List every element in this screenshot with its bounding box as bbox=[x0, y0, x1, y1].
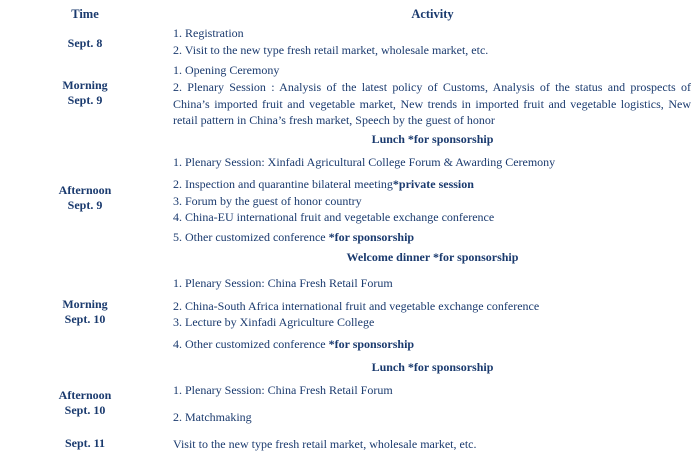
time-period: Morning bbox=[62, 297, 108, 311]
lunch-sponsorship-row: Lunch *for sponsorship bbox=[371, 132, 494, 146]
activity-text: 2. Inspection and quarantine bilateral meeting bbox=[173, 177, 393, 191]
time-period: Afternoon bbox=[58, 183, 112, 197]
activity-item: 2. Matchmaking bbox=[173, 410, 252, 424]
activity-item-plenary-session: 2. Plenary Session : Analysis of the latest policy of Customs, Analysis of the status and prospects of China’s imported fruit and vegetable market, New trends in imported fruit and vegetable logistics, New retail pattern in China’s fresh market, Speech by the guest of honor bbox=[173, 80, 691, 127]
activity-item bbox=[173, 176, 691, 192]
activity-text: 5. Other customized conference bbox=[173, 230, 329, 244]
activity-item: 3. Forum by the guest of honor country bbox=[173, 194, 362, 208]
activity-item bbox=[173, 229, 691, 245]
time-sept-10-afternoon bbox=[30, 388, 140, 418]
activity-item: 2. China-South Africa international fruit and vegetable exchange conference bbox=[173, 299, 540, 313]
time-sept-9-morning bbox=[30, 78, 140, 108]
activity-item: 3. Lecture by Xinfadi Agriculture College bbox=[173, 315, 375, 329]
activity-item bbox=[173, 336, 691, 352]
time-date: Sept. 9 bbox=[67, 93, 103, 107]
time-sept-9-afternoon bbox=[30, 183, 140, 213]
activity-item: 1. Plenary Session: Xinfadi Agricultural College Forum & Awarding Ceremony bbox=[173, 155, 556, 169]
time-sept-8 bbox=[30, 36, 140, 51]
activity-text: 4. Other customized conference bbox=[173, 337, 329, 351]
time-label: Sept. 11 bbox=[64, 436, 105, 450]
activity-column-header: Activity bbox=[411, 7, 454, 21]
activity-item: 1. Plenary Session: China Fresh Retail Forum bbox=[173, 383, 393, 397]
activity-item: Visit to the new type fresh retail market, wholesale market, etc. bbox=[173, 437, 477, 451]
time-date: Sept. 10 bbox=[64, 312, 106, 326]
time-column-header: Time bbox=[71, 7, 99, 21]
sponsorship-note: *for sponsorship bbox=[328, 230, 415, 244]
welcome-dinner-row: Welcome dinner *for sponsorship bbox=[346, 250, 519, 264]
time-sept-11 bbox=[30, 436, 140, 451]
time-period: Morning bbox=[62, 78, 108, 92]
activity-item: 1. Plenary Session: China Fresh Retail Forum bbox=[173, 276, 393, 290]
time-date: Sept. 9 bbox=[67, 198, 103, 212]
activity-item: 1. Opening Ceremony bbox=[173, 63, 280, 77]
activity-item: 2. Visit to the new type fresh retail market, wholesale market, etc. bbox=[173, 43, 489, 57]
sponsorship-note: *for sponsorship bbox=[328, 337, 415, 351]
activity-item: 1. Registration bbox=[173, 26, 244, 40]
time-period: Afternoon bbox=[58, 388, 112, 402]
time-label: Sept. 8 bbox=[67, 36, 103, 50]
lunch-sponsorship-row: Lunch *for sponsorship bbox=[371, 360, 494, 374]
private-session-note: *private session bbox=[392, 177, 474, 191]
activity-item: 4. China-EU international fruit and vegetable exchange conference bbox=[173, 210, 495, 224]
time-sept-10-morning bbox=[30, 297, 140, 327]
time-date: Sept. 10 bbox=[64, 403, 106, 417]
